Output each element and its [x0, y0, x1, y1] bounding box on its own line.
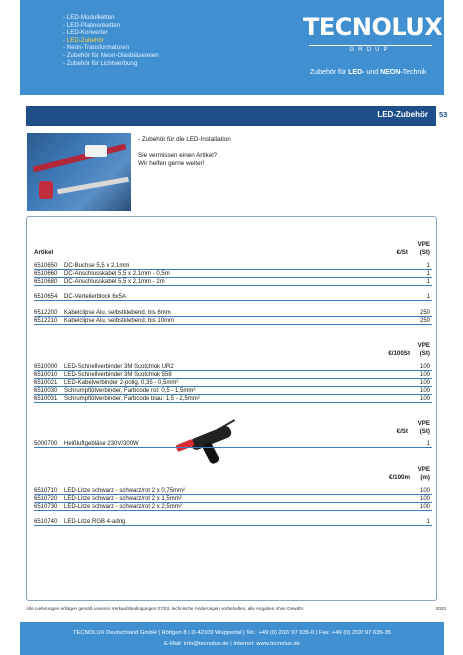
- nav-item-neon-transformatoren[interactable]: - Neon-Transformatoren: [63, 44, 159, 52]
- article-vpe: 100: [419, 496, 430, 502]
- article-number: 6510680: [34, 279, 58, 285]
- article-vpe: 1: [426, 271, 430, 277]
- col-header-vpe: VPE: [417, 241, 430, 248]
- article-number: 6512210: [34, 318, 58, 324]
- article-number: 6510660: [34, 271, 58, 277]
- article-number: 6510650: [34, 263, 58, 269]
- table-row: [34, 263, 432, 270]
- nav-item-led-zubehoer[interactable]: - LED-Zubehör: [63, 37, 159, 45]
- article-vpe: 1: [426, 441, 430, 447]
- article-description: DC-Anschlusskabel 5,5 x 2,1mm - 0,5m: [64, 271, 170, 277]
- article-number: 6510654: [34, 294, 58, 300]
- table-row: [34, 318, 432, 325]
- article-description: Schrumpflötverbinder, Farbcode blau: 1,5 - 2,5mm²: [64, 396, 200, 402]
- article-vpe: 1: [426, 519, 430, 525]
- table-row: [34, 372, 432, 379]
- table-row: [34, 364, 432, 371]
- article-description: LED-Litze schwarz - schwarz/rot 2 x 0,75mm²: [64, 488, 186, 494]
- article-vpe: 100: [419, 364, 430, 370]
- section-title: LED-Zubehör: [377, 110, 428, 119]
- intro-line: Wir helfen gerne weiter!: [138, 160, 205, 167]
- table-row: [34, 271, 432, 278]
- article-description: LED-Kabelverbinder 2-polig, 0,35 - 0,5mm²: [64, 380, 179, 386]
- article-description: Kabelclipse Alu, selbstklebend, bis 10mm: [64, 318, 175, 324]
- logo-wordmark: TECNOLUX: [303, 13, 443, 41]
- disclaimer-text: Alle Lieferungen erfolgen gemäß unseren Verkaufsbedingungen 07/03, technische Änderungen vorbehalten, alle Angaben ohne Gewähr.: [26, 606, 305, 611]
- nav-item-neon-glasblaesereien[interactable]: - Zubehör für Neon-Glasbläsereien: [63, 52, 159, 60]
- col-header-vpe-unit: (St): [419, 350, 430, 357]
- article-vpe: 100: [419, 388, 430, 394]
- article-description: Schrumpflötverbinder, Farbcode rot: 0,5 - 1,5mm²: [64, 388, 196, 394]
- photo-plug: [39, 181, 53, 199]
- article-number: 6510730: [34, 504, 58, 510]
- article-vpe: 250: [419, 318, 430, 324]
- article-vpe: 100: [419, 372, 430, 378]
- article-description: DC-Anschlusskabel 5,5 x 2,1mm - 2m: [64, 279, 165, 285]
- table-row: [34, 396, 432, 403]
- article-description: DC-Buchse 5,5 x 2,1mm: [64, 263, 130, 269]
- col-header-vpe: VPE: [417, 466, 430, 473]
- table-row: [34, 488, 432, 495]
- article-vpe: 1: [426, 279, 430, 285]
- table-row: [34, 380, 432, 387]
- article-number: 6510021: [34, 380, 58, 386]
- article-description: LED-Litze RGB 4-adrig: [64, 519, 126, 525]
- table-row: [34, 388, 432, 395]
- article-number: 6510710: [34, 488, 58, 494]
- article-number: 6510030: [34, 388, 58, 394]
- photo-clip: [85, 145, 107, 157]
- catalog-year: 2023: [435, 606, 446, 611]
- table-row: [34, 496, 432, 503]
- page-number: 53: [439, 110, 448, 119]
- table-row: [34, 441, 432, 448]
- col-header-price: €/St: [396, 428, 408, 435]
- tagline: [310, 69, 460, 76]
- tagline-text: Zubehör für: [310, 69, 349, 76]
- contact-info[interactable]: E-Mail: info@tecnolux.de | Internet: www.tecnolux.de: [164, 641, 300, 647]
- article-description: LED-Litze schwarz - schwarz/rot 2 x 1,5mm²: [64, 496, 182, 502]
- col-header-price: €/St: [396, 249, 408, 256]
- legal-disclaimer: [26, 606, 446, 611]
- category-nav: [63, 14, 159, 67]
- header-band: [20, 0, 444, 95]
- nav-item-led-konverter[interactable]: - LED-Konverter: [63, 29, 159, 37]
- table-row: [34, 519, 432, 526]
- article-description: Kabelclipse Alu, selbstklebend, bis 6mm: [64, 310, 171, 316]
- section-title-bar: [26, 106, 436, 126]
- table-row: [34, 504, 432, 511]
- product-photo: [27, 133, 131, 211]
- intro-line: Sie vermissen einen Artikel?: [138, 152, 218, 159]
- photo-cable: [33, 144, 127, 173]
- col-header-price: €/100St: [388, 350, 410, 357]
- article-vpe: 100: [419, 504, 430, 510]
- article-vpe: 1: [426, 294, 430, 300]
- col-header-vpe: VPE: [417, 420, 430, 427]
- article-number: 6510740: [34, 519, 58, 525]
- col-header-price: €/100m: [389, 474, 410, 481]
- tagline-neon: NEON-: [380, 69, 403, 76]
- intro-text: [138, 136, 231, 168]
- article-number: 6510000: [34, 364, 58, 370]
- article-description: LED-Litze schwarz - schwarz/rot 2 x 2,5mm²: [64, 504, 182, 510]
- article-number: 6510720: [34, 496, 58, 502]
- article-vpe: 100: [419, 396, 430, 402]
- article-vpe: 100: [419, 488, 430, 494]
- footer-band: [20, 622, 444, 655]
- nav-item-led-platinenketten[interactable]: - LED-Platinenketten: [63, 22, 159, 30]
- tagline-led: LED-: [348, 69, 365, 76]
- tagline-text: Technik: [402, 69, 427, 76]
- article-number: 6512200: [34, 310, 58, 316]
- logo-divider: [309, 45, 432, 46]
- tagline-text: und: [364, 69, 381, 76]
- nav-item-led-modulketten[interactable]: - LED-Modulketten: [63, 14, 159, 22]
- table-row: [34, 310, 432, 317]
- tecnolux-logo: [303, 12, 443, 57]
- article-description: LED-Schnellverbinder 3M Scotchlok 558: [64, 372, 172, 378]
- article-description: DC-Verteilerblock 6x5A: [64, 294, 127, 300]
- article-number: 6510031: [34, 396, 58, 402]
- article-number: 6510010: [34, 372, 58, 378]
- logo-group-text: GROUP: [349, 47, 392, 53]
- company-address: TECNOLUX Deutschland GmbH | Röttgen 8 | D-42109 Wuppertal | Tel.: +49 (0) 202/ 97 635-0 | Fax: +49 (0) 202/ 97 635-35: [72, 630, 392, 636]
- article-description: LED-Schnellverbinder 3M Scotchlok UR2: [64, 364, 174, 370]
- article-vpe: 100: [419, 380, 430, 386]
- photo-cable: [57, 177, 129, 194]
- article-description: Heißluftgebläse 230V/300W: [64, 441, 139, 447]
- table-row: [34, 294, 432, 301]
- table-row: [34, 279, 432, 286]
- col-header-vpe-unit: (m): [420, 474, 430, 481]
- col-header-article: Artikel: [34, 249, 54, 256]
- col-header-vpe-unit: (St): [419, 428, 430, 435]
- nav-item-lichtwerbung[interactable]: - Zubehör für Lichtwerbung: [63, 60, 159, 68]
- article-vpe: 1: [426, 263, 430, 269]
- article-vpe: 250: [419, 310, 430, 316]
- col-header-vpe-unit: (St): [419, 249, 430, 256]
- article-number: 5000700: [34, 441, 58, 447]
- intro-line: - Zubehör für die LED-Installation: [138, 136, 231, 143]
- col-header-vpe: VPE: [417, 342, 430, 349]
